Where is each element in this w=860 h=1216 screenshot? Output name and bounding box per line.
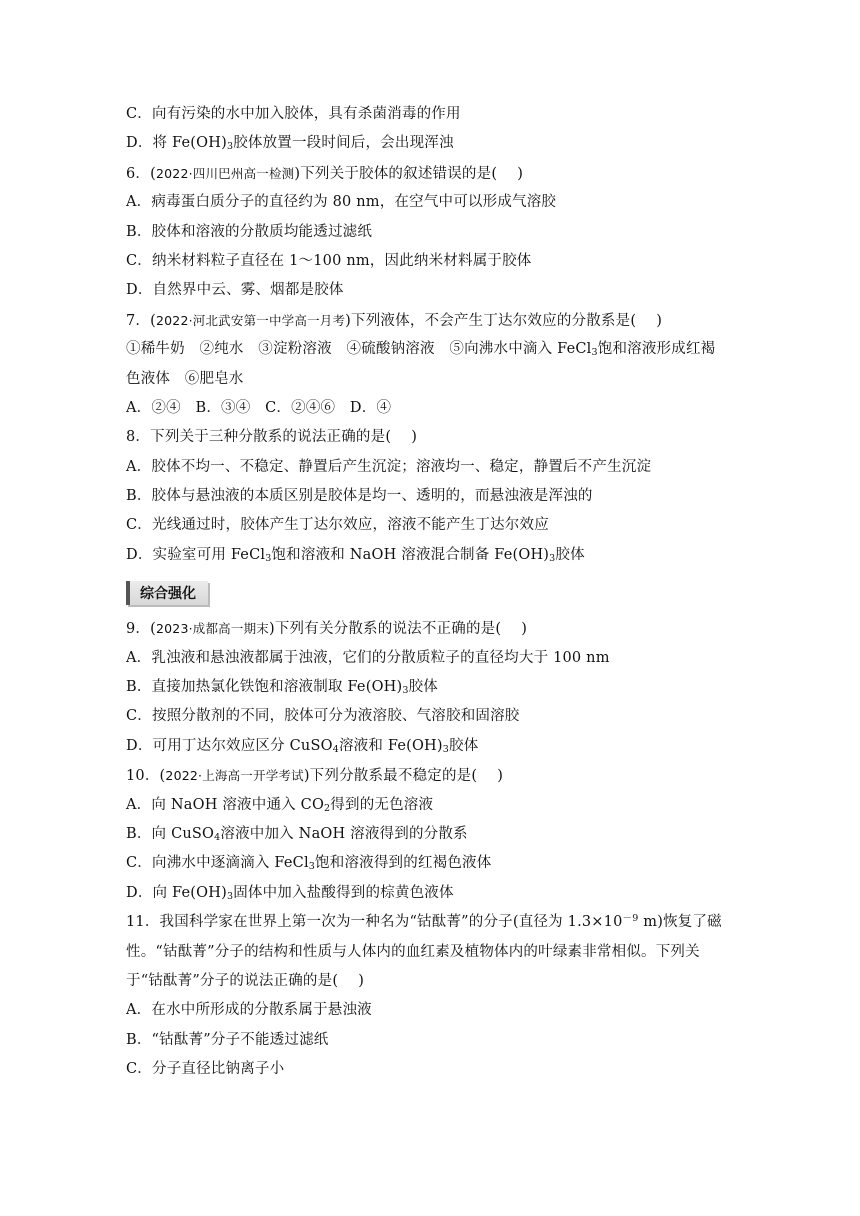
q9-option-b: B．直接加热氯化铁饱和溶液制取 $Fe(OH)_3$胶体 <box>126 679 439 697</box>
q11-option-c: C．分子直径比钠离子小 <box>126 1061 285 1078</box>
q8-option-d: D．实验室可用 FeCl$_3$饱和溶液和 NaOH 溶液混合制备 $Fe(OH)_3$胶体 <box>126 546 585 564</box>
q7-items-line1: ①稀牛奶 ②纯水 ③淀粉溶液 ④硫酸钠溶液 ⑤向沸水中滴入 FeCl$_3$饱和溶液形成红褐 <box>126 341 716 359</box>
q10-option-d: D．向 $Fe(OH)_3$固体中加入盐酸得到的棕黄色液体 <box>126 884 454 902</box>
q6-option-a: A．病毒蛋白质分子的直径约为 80 nm，在空气中可以形成气溶胶 <box>126 194 557 211</box>
q10-option-a: A．向 NaOH 溶液中通入 $CO_2$得到的无色溶液 <box>126 796 434 814</box>
q11-option-a: A．在水中所形成的分散系属于悬浊液 <box>126 1002 372 1019</box>
q6-option-d: D．自然界中云、雾、烟都是胶体 <box>126 282 344 299</box>
q5-option-c: C．向有污染的水中加入胶体，具有杀菌消毒的作用 <box>126 106 461 122</box>
question-11-line1: 11．我国科学家在世界上第一次为一种名为“钴酞菁”的分子(直径为 $1.3\times 10^{-9}$ m)恢复了磁 <box>126 913 722 931</box>
q9-option-a: A．乳浊液和悬浊液都属于浊液，它们的分散质粒子的直径均大于 100 nm <box>126 649 610 666</box>
q5-option-d: D．将 $Fe(OH)_3$胶体放置一段时间后，会出现浑浊 <box>126 135 454 153</box>
question-11-line3: 于“钴酞菁”分子的说法正确的是( ) <box>126 972 365 989</box>
q8-option-a: A．胶体不均一、不稳定、静置后产生沉淀；溶液均一、稳定，静置后不产生沉淀 <box>126 458 652 475</box>
question-11-line2: 性。“钴酞菁”分子的结构和性质与人体内的血红素及植物体内的叶绿素非常相似。下列关 <box>126 943 700 960</box>
q8-option-b: B．胶体与悬浊液的本质区别是胶体是均一、透明的，而悬浊液是浑浊的 <box>126 488 593 505</box>
q10-option-c: C．向沸水中逐滴滴入 FeCl$_3$饱和溶液得到的红褐色液体 <box>126 855 492 873</box>
document-page <box>126 100 746 1085</box>
question-6: 6．(2022·四川巴州高一检测)下列关于胶体的叙述错误的是( ) <box>126 165 524 182</box>
q9-option-d: D．可用丁达尔效应区分 CuSO$_4$溶液和 $Fe(OH)_3$胶体 <box>126 737 479 755</box>
question-10: 10．(2022·上海高一开学考试)下列分散系最不稳定的是( ) <box>126 768 504 785</box>
section-header <box>126 574 746 612</box>
question-9: 9．(2023·成都高一期末)下列有关分散系的说法不正确的是( ) <box>126 621 528 638</box>
question-8: 8．下列关于三种分散系的说法正确的是( ) <box>126 429 418 446</box>
q10-option-b: B．向 CuSO$_4$溶液中加入 NaOH 溶液得到的分散系 <box>126 825 468 843</box>
q9-option-c: C．按照分散剂的不同，胶体可分为液溶胶、气溶胶和固溶胶 <box>126 708 520 725</box>
q7-items-line2: 色液体 ⑥肥皂水 <box>126 370 244 387</box>
section-title: 综合强化 <box>126 581 208 605</box>
q7-choices: A．②④ B．③④ C．②④⑥ D．④ <box>126 399 392 416</box>
q6-option-b: B．胶体和溶液的分散质均能透过滤纸 <box>126 223 373 240</box>
q11-option-b: B．“钴酞菁”分子不能透过滤纸 <box>126 1031 329 1048</box>
question-7: 7．(2022·河北武安第一中学高一月考)下列液体，不会产生丁达尔效应的分散系是( ) <box>126 312 663 329</box>
q8-option-c: C．光线通过时，胶体产生丁达尔效应，溶液不能产生丁达尔效应 <box>126 517 549 534</box>
q6-option-c: C．纳米材料粒子直径在 1～100 nm，因此纳米材料属于胶体 <box>126 252 532 269</box>
